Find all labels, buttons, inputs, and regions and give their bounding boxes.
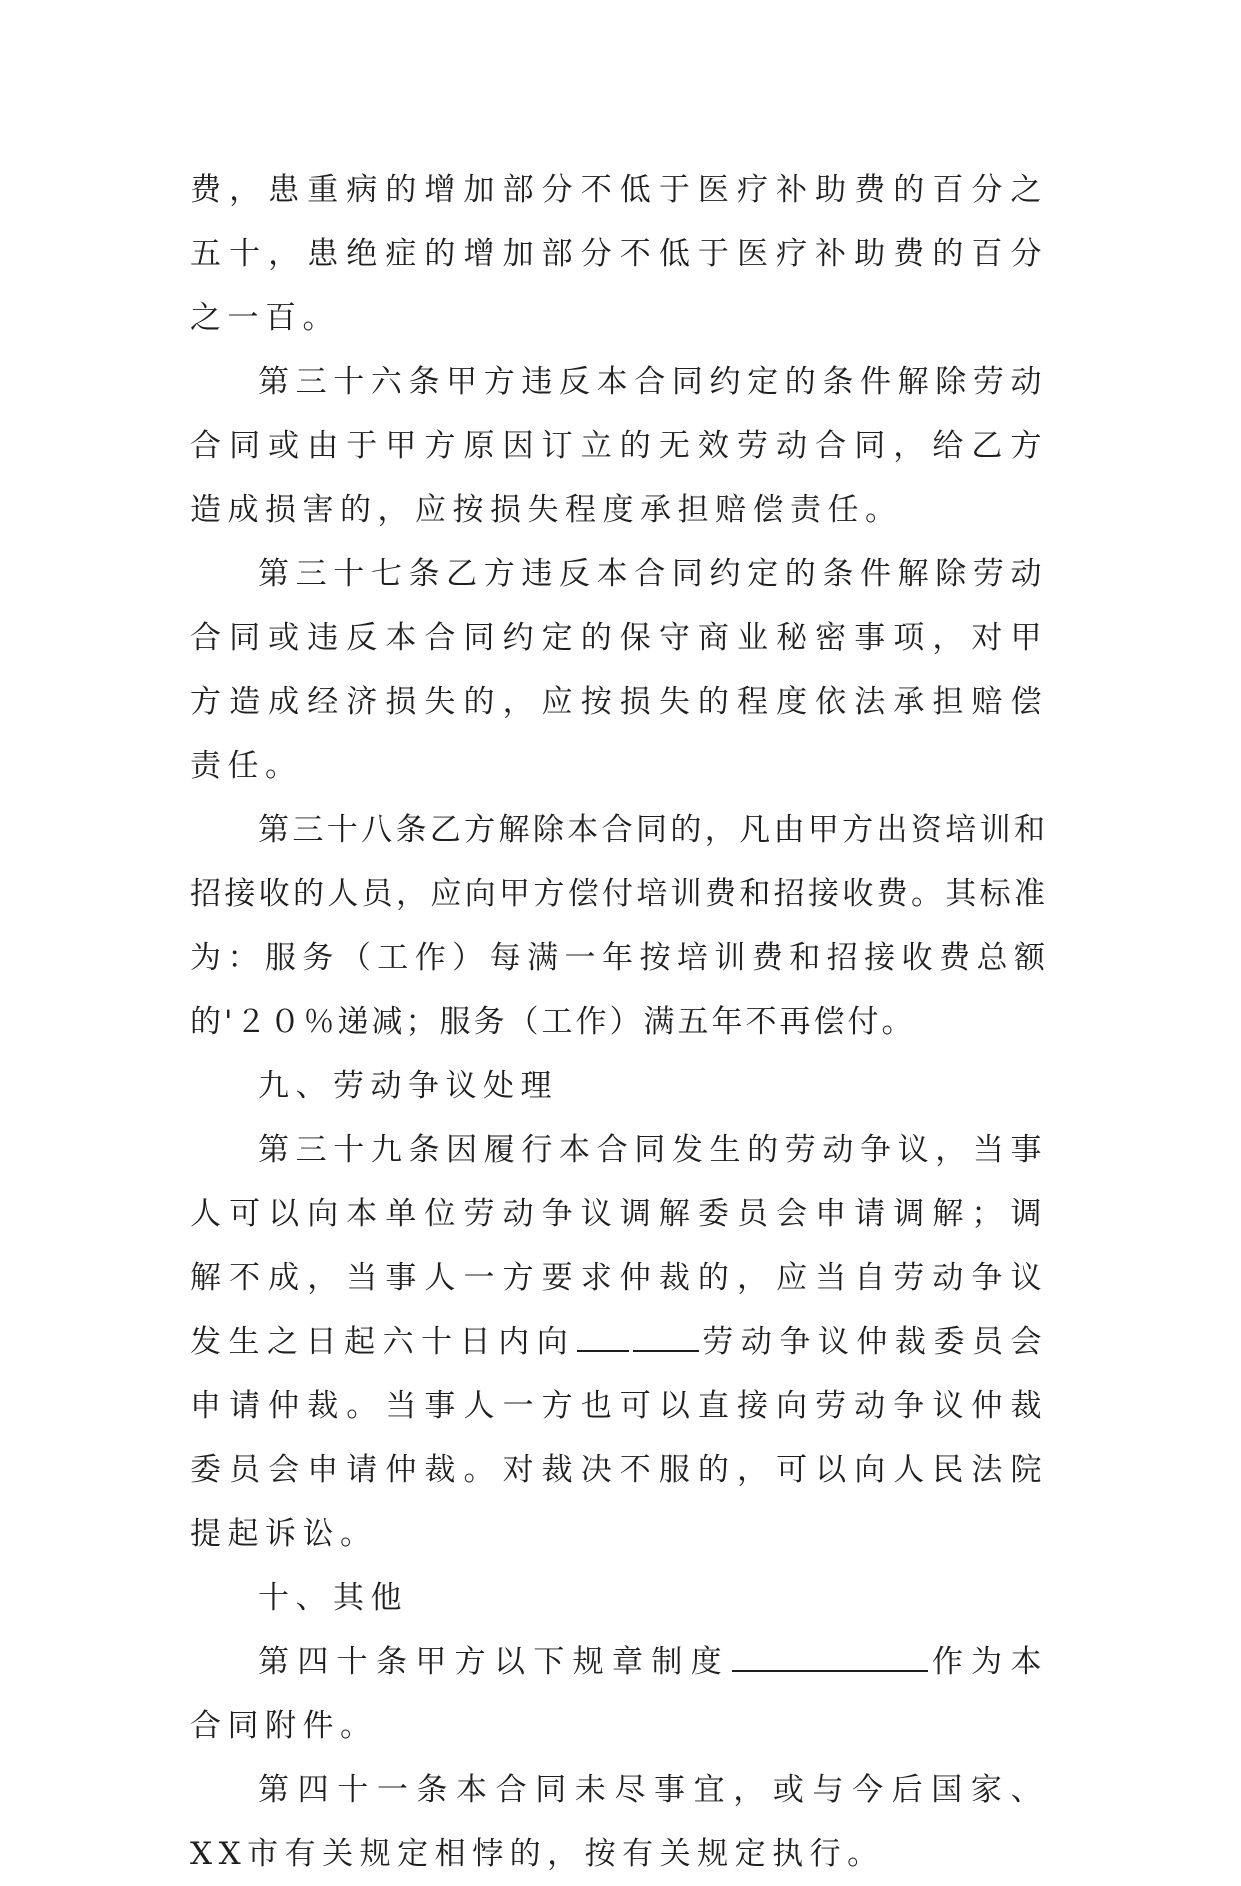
fill-in-blank-arbitration [577, 1316, 629, 1352]
paragraph-text: 第三十六条甲方违反本合同约定的条件解除劳动合同或由于甲方原因订立的无效劳动合同，给乙方造成损害的，应按损失程度承担赔偿责任。 [190, 364, 1048, 528]
paragraph-text: 第三十八条乙方解除本合同的，凡由甲方出资培训和招接收的人员，应向甲方偿付培训费和招接收费。其标准为：服务（工作）每满一年按培训费和招接收费总额的'２０％递减；服务（工作）满五年不再偿付。 [190, 812, 1048, 1040]
paragraph-medical-compensation [190, 158, 1048, 350]
heading-text: 九、劳动争议处理 [258, 1068, 558, 1104]
section-heading-10 [190, 1566, 1048, 1630]
article-38 [190, 798, 1048, 1054]
paragraph-text: 费，患重病的增加部分不低于医疗补助费的百分之五十，患绝症的增加部分不低于医疗补助费的百分之一百。 [190, 172, 1048, 336]
paragraph-text: 第四十一条本合同未尽事宜，或与今后国家、XX市有关规定相悖的，按有关规定执行。 [190, 1772, 1048, 1872]
paragraph-text: 作为本合同附件。 [190, 1644, 1048, 1744]
article-41 [190, 1758, 1048, 1886]
article-39 [190, 1118, 1048, 1566]
article-36 [190, 350, 1048, 542]
paragraph-text: 劳动争议仲裁委员会申请仲裁。当事人一方也可以直接向劳动争议仲裁委员会申请仲裁。对裁决不服的，可以向人民法院提起诉讼。 [190, 1324, 1049, 1552]
document-body [190, 158, 1048, 1886]
paragraph-text: 第四十条甲方以下规章制度 [258, 1644, 730, 1680]
article-37 [190, 542, 1048, 798]
fill-in-blank-arbitration-continued [633, 1316, 699, 1352]
paragraph-text: 第三十九条因履行本合同发生的劳动争议，当事人可以向本单位劳动争议调解委员会申请调解；调解不成，当事人一方要求仲裁的，应当自劳动争议发生之日起六十日内向 [190, 1132, 1048, 1360]
section-heading-9 [190, 1054, 1048, 1118]
fill-in-blank-regulations [732, 1636, 928, 1672]
article-40 [190, 1630, 1048, 1758]
paragraph-text: 第三十七条乙方违反本合同约定的条件解除劳动合同或违反本合同约定的保守商业秘密事项，对甲方造成经济损失的，应按损失的程度依法承担赔偿责任。 [190, 556, 1048, 784]
heading-text: 十、其他 [258, 1580, 408, 1616]
